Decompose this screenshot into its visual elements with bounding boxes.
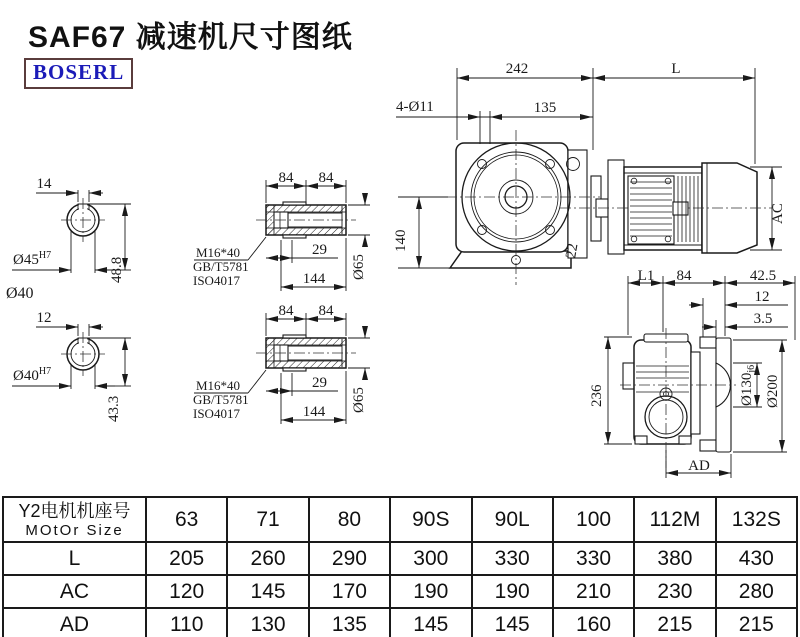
cell: 205 — [146, 542, 227, 575]
size-col: 80 — [309, 497, 390, 542]
row-label: L — [3, 542, 146, 575]
dim-236: 236 — [589, 384, 605, 407]
dim-84: 84 — [278, 170, 294, 186]
dim-d65: Ø65 — [351, 254, 367, 280]
bore-view-bottom — [12, 310, 131, 422]
row-label: AD — [3, 608, 146, 637]
cell: 145 — [472, 608, 553, 637]
header-motor-size — [3, 497, 146, 542]
cell: 190 — [472, 575, 553, 608]
cell: 170 — [309, 575, 390, 608]
cell: 290 — [309, 542, 390, 575]
dim-84: 84 — [318, 303, 334, 319]
bolt-spec-line2: GB/T5781 — [193, 259, 249, 274]
cell: 330 — [472, 542, 553, 575]
shaft-section-top — [193, 170, 370, 291]
header-motor-size-cn: Y2电机机座号 — [18, 500, 131, 521]
side-view — [589, 268, 795, 478]
cell: 260 — [227, 542, 308, 575]
dim-d45h7: $Ø45^{H7}$ — [13, 250, 52, 268]
row-label: AC — [3, 575, 146, 608]
bolt-spec-line1: M16*40 — [196, 245, 241, 260]
cell: 300 — [390, 542, 471, 575]
dim-144: 144 — [302, 404, 326, 420]
motor-flange — [608, 160, 624, 254]
dim-4xd11: 4-Ø11 — [396, 99, 434, 115]
cell: 110 — [146, 608, 227, 637]
dim-29: 29 — [312, 375, 327, 391]
cell: 210 — [553, 575, 634, 608]
dim-14: 14 — [36, 176, 52, 192]
dim-42-5: 42.5 — [749, 268, 777, 284]
table-header-row — [3, 497, 797, 542]
dim-242: 242 — [505, 61, 529, 77]
dim-84: 84 — [676, 268, 692, 284]
adapter-flange — [568, 150, 587, 258]
table-row-L — [3, 542, 797, 575]
size-col: 112M — [634, 497, 715, 542]
cell: 135 — [309, 608, 390, 637]
boserl-logo-text: BOSERL — [33, 60, 125, 84]
motor-size-table — [2, 496, 798, 637]
size-col: 132S — [716, 497, 797, 542]
size-col: 71 — [227, 497, 308, 542]
cell: 145 — [390, 608, 471, 637]
dim-84: 84 — [318, 170, 334, 186]
dim-135: 135 — [533, 100, 557, 116]
size-col: 90S — [390, 497, 471, 542]
bolt-spec-line3: ISO4017 — [193, 273, 240, 288]
dim-12: 12 — [36, 310, 52, 326]
dim-AD: AD — [688, 458, 710, 474]
dim-d200: Ø200 — [765, 374, 781, 408]
cell: 330 — [553, 542, 634, 575]
size-col: 63 — [146, 497, 227, 542]
cell: 190 — [390, 575, 471, 608]
cell: 380 — [634, 542, 715, 575]
cell: 160 — [553, 608, 634, 637]
dim-144: 144 — [302, 271, 326, 287]
dim-L1: L1 — [637, 268, 655, 284]
dim-29: 29 — [312, 242, 327, 258]
dim-3-5: 3.5 — [753, 311, 773, 327]
bolt-spec-line2: GB/T5781 — [193, 392, 249, 407]
table-row-AC — [3, 575, 797, 608]
bolt-spec-line3: ISO4017 — [193, 406, 240, 421]
bolt-spec-line1: M16*40 — [196, 378, 241, 393]
dim-L: L — [671, 61, 681, 77]
header-motor-size-en: MOtOr Size — [25, 521, 124, 539]
cell: 145 — [227, 575, 308, 608]
size-col: 90L — [472, 497, 553, 542]
bore-view-top — [6, 176, 131, 302]
table-row-AD — [3, 608, 797, 637]
dim-22: 22 — [563, 242, 582, 260]
dim-140: 140 — [393, 229, 409, 252]
front-view — [393, 61, 786, 285]
cell: 215 — [634, 608, 715, 637]
cell: 215 — [716, 608, 797, 637]
size-col: 100 — [553, 497, 634, 542]
cell: 130 — [227, 608, 308, 637]
label-d40: Ø40 — [6, 285, 34, 302]
fan-cover — [702, 163, 757, 253]
dim-48-8: 48.8 — [109, 256, 125, 283]
cell: 430 — [716, 542, 797, 575]
dim-43-3: 43.3 — [106, 395, 122, 422]
dim-d130j6: $Ø130_{j6}$ — [739, 364, 757, 406]
dim-d40h7: $Ø40^{H7}$ — [13, 366, 52, 384]
dim-12: 12 — [754, 289, 770, 305]
cell: 230 — [634, 575, 715, 608]
mount-base — [450, 251, 571, 268]
motor-fin-block — [628, 176, 674, 244]
dim-84: 84 — [278, 303, 294, 319]
dim-AC: AC — [770, 203, 786, 224]
dim-d65: Ø65 — [351, 387, 367, 413]
cell: 120 — [146, 575, 227, 608]
cell: 280 — [716, 575, 797, 608]
shaft-section-bottom — [193, 303, 370, 424]
page-title: SAF67 减速机尺寸图纸 — [28, 21, 353, 54]
